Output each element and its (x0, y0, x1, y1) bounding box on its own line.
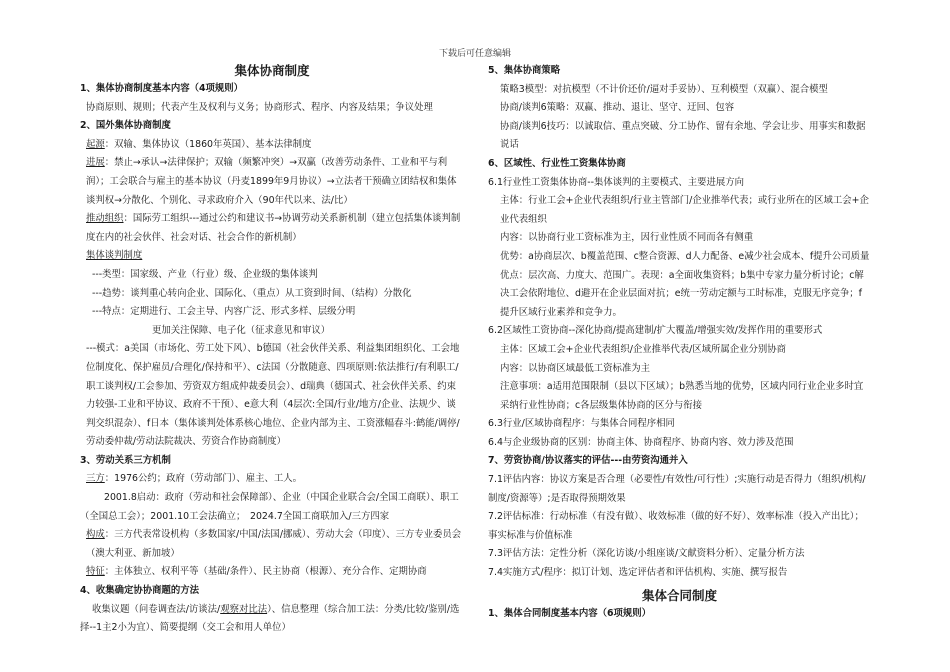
section-heading-1: 1、集体协商制度基本内容（4项规则） (80, 83, 244, 94)
paragraph: 协商/谈判6技巧：以诚取信、重点突破、分工协作、留有余地、学会让步、用事实和数据说话 (500, 120, 866, 151)
paragraph: 优点：层次高、力度大、范围广。表现：a全面收集资料；b集中专家力量分析讨论；c解决工会依附地位、d避开在企业层面对抗；e统一劳动定额与工时标准，克服无序竞争；f提升区域行业素养和竞争力。 (500, 269, 864, 318)
paragraph: ---趋势：谈判重心转向企业、国际化、（重点）从工资到时间、（结构）分散化 (92, 287, 412, 299)
paragraph-organization: 推动组织：国际劳工组织---通过公约和建议书→协调劳动关系新机制（建立包括集体谈判制度在内的社会伙伴、社会对话、社会合作的新机制） (86, 213, 461, 243)
paragraph: 7.4实施方式/程序：拟订计划、选定评估者和评估机构、实施、撰写报告 (488, 567, 788, 579)
paragraph: ---类型：国家级、产业（行业）级、企业级的集体谈判 (92, 268, 318, 280)
paragraph-development: 进展：禁止→承认→法律保护；双输（频繁冲突）→双赢（改善劳动条件、工业和平与利润）；工会联合与雇主的基本协议（丹麦1899年9月协议）→立法者干预确立团结权和集体谈判权→分散化、个别化、寻求政府介入（90年代以来、法/比） (86, 157, 457, 206)
term-label: 推动组织 (86, 213, 124, 225)
paragraph: 6.3行业/区域协商程序：与集体合同程序相同 (488, 418, 675, 430)
paragraph-cb-label (80, 247, 464, 266)
paragraph: 主体：行业工会+企业代表组织/行业主管部门/企业推举代表；或行业所在的区域工会+企业代表组织 (500, 195, 869, 225)
doc-title-2: 集体合同制度 (641, 587, 717, 603)
paragraph-composition: 构成：三方代表常设机构（多数国家/中国/法国/挪威）、劳动大会（印度）、三方专业委员会（澳大利亚、新加坡） (86, 529, 462, 559)
paragraph-methods: 收集议题（问卷调查法/访谈法/观察对比法）、信息整理（综合加工法：分类/比较/鉴别/选择--1主2小为宜）、简要提纲（交工会和用人单位） (80, 603, 460, 634)
term-label: 起源 (86, 138, 105, 150)
paragraph: 7.3评估方法：定性分析（深化访谈/小组座谈/文献资料分析）、定量分析方法 (488, 548, 805, 560)
term-label: 三方 (86, 473, 105, 485)
paragraph-tripartite: 三方：1976公约；政府（劳动部门）、雇主、工人。 (86, 473, 303, 485)
term-label: 进展 (86, 157, 105, 169)
section-heading-8: 1、集体合同制度基本内容（6项规则） (488, 607, 652, 619)
section-heading-6: 6、区域性、行业性工资集体协商 (488, 157, 626, 169)
paragraph: ---特点：定期进行、工会主导、内容广泛、形式多样、层级分明 (92, 306, 356, 318)
paragraph: 注意事项：a适用范围限制（县以下区域）；b熟悉当地的优势，区域内同行业企业多时宜采纳行业性协商；c各层级集体协商的区分与衔接 (500, 381, 864, 411)
section-heading-2: 2、国外集体协商制度 (80, 120, 171, 132)
paragraph-origin: 起源：双输、集体协议（1860年英国）、基本法律制度 (86, 138, 312, 150)
paragraph: 更加关注保障、电子化（征求意见和审议） (152, 324, 331, 336)
section-heading-4: 4、收集确定协协商题的方法 (80, 585, 200, 597)
section-heading-7: 7、劳资协商/协议落实的评估---由劳资沟通并入 (488, 455, 688, 467)
paragraph: 6.1行业性工资集体协商--集体谈判的主要模式、主要进展方向 (488, 176, 745, 188)
paragraph-features: 特征：主体独立、权利平等（基础/条件）、民主协商（根源）、充分合作、定期协商 (86, 566, 427, 578)
paragraph: 主体：区域工会+企业代表组织/企业推举代表/区域所属企业分别协商 (500, 343, 787, 355)
paragraph: 优势：a协商层次、b覆盖范围、c整合资源、d人力配备、e减少社会成本、f提升公司质量 (500, 250, 870, 262)
paragraph-modes: ---模式：a美国（市场化、劳工处下风）、b德国（社会伙伴关系、利益集团组织化、工会地位制度化、保护雇员/合理化/保持和平）、c法国（分散随意、四项原则:依法推行/有利职工/职工谈判权/工会参加、劳资双方组成仲裁委员会）、d瑞典（德国式、社会伙伴关系、约束力较强-工业和平协议、政府不干预）、e意大利（4层次:全国/行业/地方/企业、法规少、谈判交织混杂）、f日本（集体谈判处体系核心地位、企业内部为主、工资涨幅春斗:鹤能/调停/劳动委仲裁/劳动法院裁决、劳资合作协商制度） (86, 343, 460, 448)
paragraph: 内容：以协商行业工资标准为主，因行业性质不同而各有侧重 (500, 232, 754, 244)
left-column (80, 62, 464, 638)
term-label: 特征 (86, 566, 105, 578)
paragraph: 协商原则、规则；代表产生及权利与义务；协商形式、程序、内容及结果；争议处理 (86, 101, 433, 113)
paragraph: 策略3模型：对抗模型（不计价还价/逼对手妥协）、互利模型（双赢）、混合模型 (500, 83, 828, 95)
doc-title: 集体协商制度 (234, 63, 310, 78)
paragraph-2001: 2001.8启动：政府（劳动和社会保障部）、企业（中国企业联合会/全国工商联）、职工（全国总工会）；2001.10工会法确立； 2024.7全国工商联加入/三方四家 (80, 492, 459, 522)
paragraph: 6.4与企业级协商的区别：协商主体、协商程序、协商内容、效力涉及范围 (488, 436, 794, 448)
paragraph: 7.1评估内容：协议方案是否合理（必要性/有效性/可行性）;实施行动是否得力（组织/机构/制度/资源等）;是否取得预期效果 (488, 474, 866, 504)
page-header: 下载后可任意编辑 (438, 49, 511, 59)
right-column (488, 62, 871, 623)
paragraph: 7.2评估标准：行动标准（有没有做）、收效标准（做的好不好）、效率标准（投入产出比）；事实标准与价值标准 (488, 511, 864, 541)
paragraph: 6.2区域性工资协商--深化协商/提高建制/扩大覆盖/增强实效/发挥作用的重要形式 (488, 325, 823, 337)
section-heading-3: 3、劳动关系三方机制 (80, 454, 171, 466)
section-heading-5: 5、集体协商策略 (488, 65, 561, 76)
term-label: 构成 (86, 529, 105, 541)
term-label: 集体谈判制度 (86, 250, 143, 262)
paragraph: 协商/谈判6策略：双赢、推动、退让、坚守、迂回、包容 (500, 102, 735, 114)
paragraph: 内容：以协商区域最低工资标准为主 (500, 362, 651, 374)
